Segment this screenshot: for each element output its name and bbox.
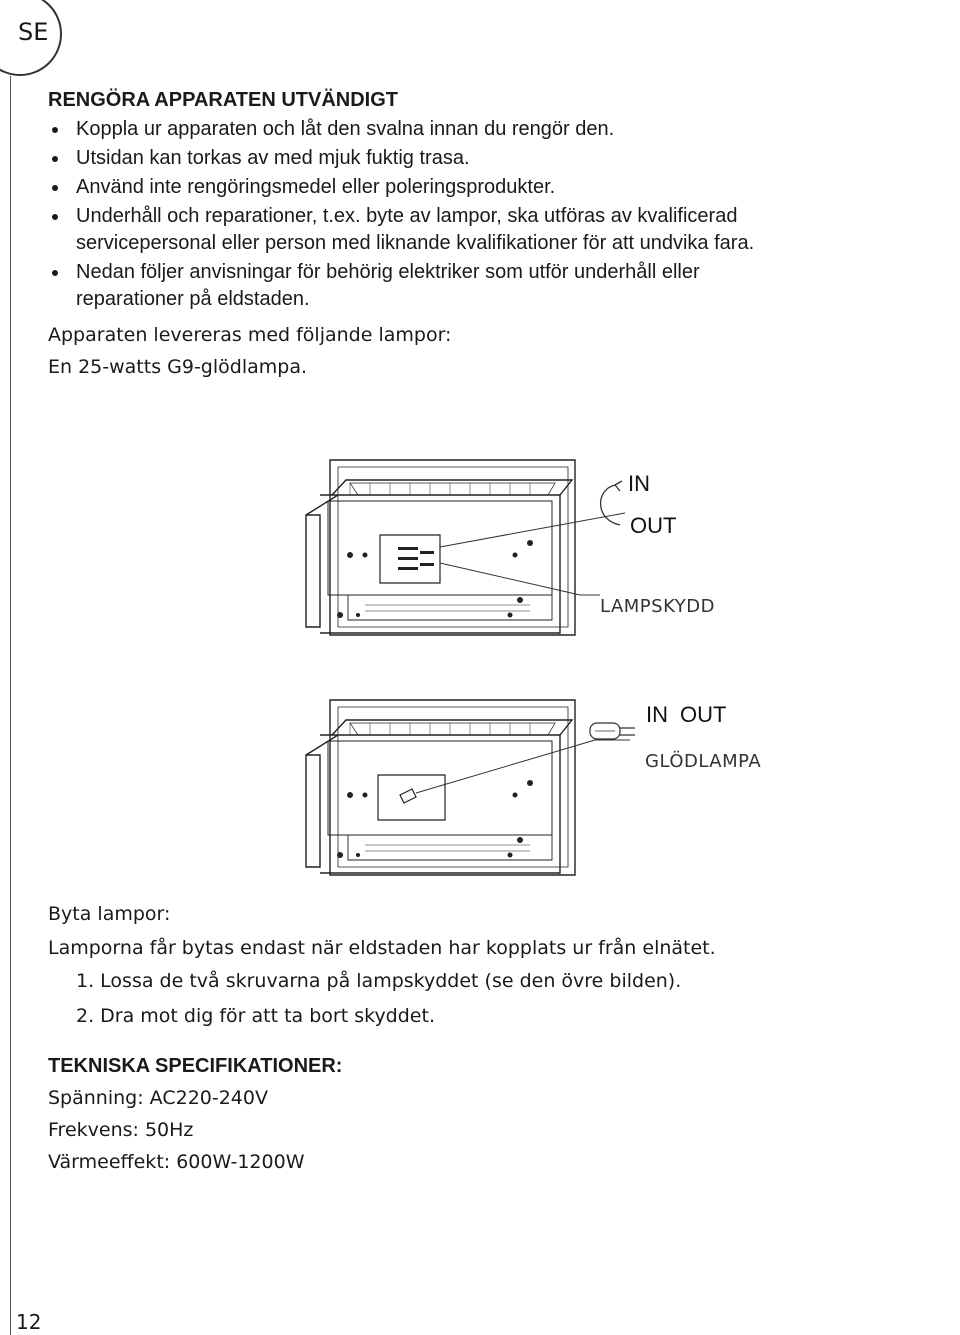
- language-code: SE: [18, 18, 49, 46]
- out-label: OUT: [680, 702, 727, 727]
- cleaning-title: RENGÖRA APPARATEN UTVÄNDIGT: [48, 89, 398, 111]
- lamps-type: En 25-watts G9-glödlampa.: [48, 356, 308, 378]
- specs-title: TEKNISKA SPECIFIKATIONER:: [48, 1055, 343, 1077]
- margin-rule: [10, 76, 11, 1335]
- lamp-cover-diagram: [290, 455, 750, 645]
- list-item: Använd inte rengöringsmedel eller poleringsprodukter.: [48, 174, 928, 201]
- replace-note: Lamporna får bytas endast när eldstaden har kopplats ur från elnätet.: [48, 937, 716, 959]
- lamp-cover-label: LAMPSKYDD: [600, 596, 715, 617]
- list-item-line: Nedan följer anvisningar för behörig elektriker som utför underhåll eller: [76, 261, 700, 283]
- cleaning-list: [48, 116, 928, 313]
- lamps-intro: Apparaten levereras med följande lampor:: [48, 324, 452, 346]
- list-item-line: reparationer på eldstaden.: [76, 288, 310, 310]
- list-item-line: servicepersonal eller person med liknande kvalifikationer för att undvika fara.: [76, 232, 755, 254]
- list-item: Utsidan kan torkas av med mjuk fuktig trasa.: [48, 145, 928, 172]
- bulb-label: GLÖDLAMPA: [645, 751, 762, 772]
- spec-voltage: Spänning: AC220-240V: [48, 1087, 268, 1109]
- cleaning-section: [48, 86, 928, 383]
- list-item: 2. Dra mot dig för att ta bort skyddet.: [76, 1005, 435, 1027]
- language-badge: [0, 0, 62, 76]
- list-item-line: Underhåll och reparationer, t.ex. byte av lampor, ska utföras av kvalificerad: [76, 205, 738, 227]
- out-label: OUT: [630, 513, 677, 538]
- replace-steps: [48, 964, 928, 1034]
- list-item: 1. Lossa de två skruvarna på lampskyddet (se den övre bilden).: [76, 970, 682, 992]
- bulb-diagram: [290, 695, 770, 885]
- replace-title: Byta lampor:: [48, 903, 171, 925]
- specs-section: [48, 1050, 342, 1178]
- page-number: 12: [16, 1310, 42, 1334]
- replace-section: [48, 898, 928, 1034]
- in-label: IN: [646, 702, 668, 727]
- list-item: [48, 203, 928, 257]
- spec-frequency: Frekvens: 50Hz: [48, 1119, 194, 1141]
- list-item: [48, 259, 928, 313]
- spec-power: Värmeeffekt: 600W-1200W: [48, 1151, 305, 1173]
- list-item: Koppla ur apparaten och låt den svalna innan du rengör den.: [48, 116, 928, 143]
- in-label: IN: [628, 471, 650, 496]
